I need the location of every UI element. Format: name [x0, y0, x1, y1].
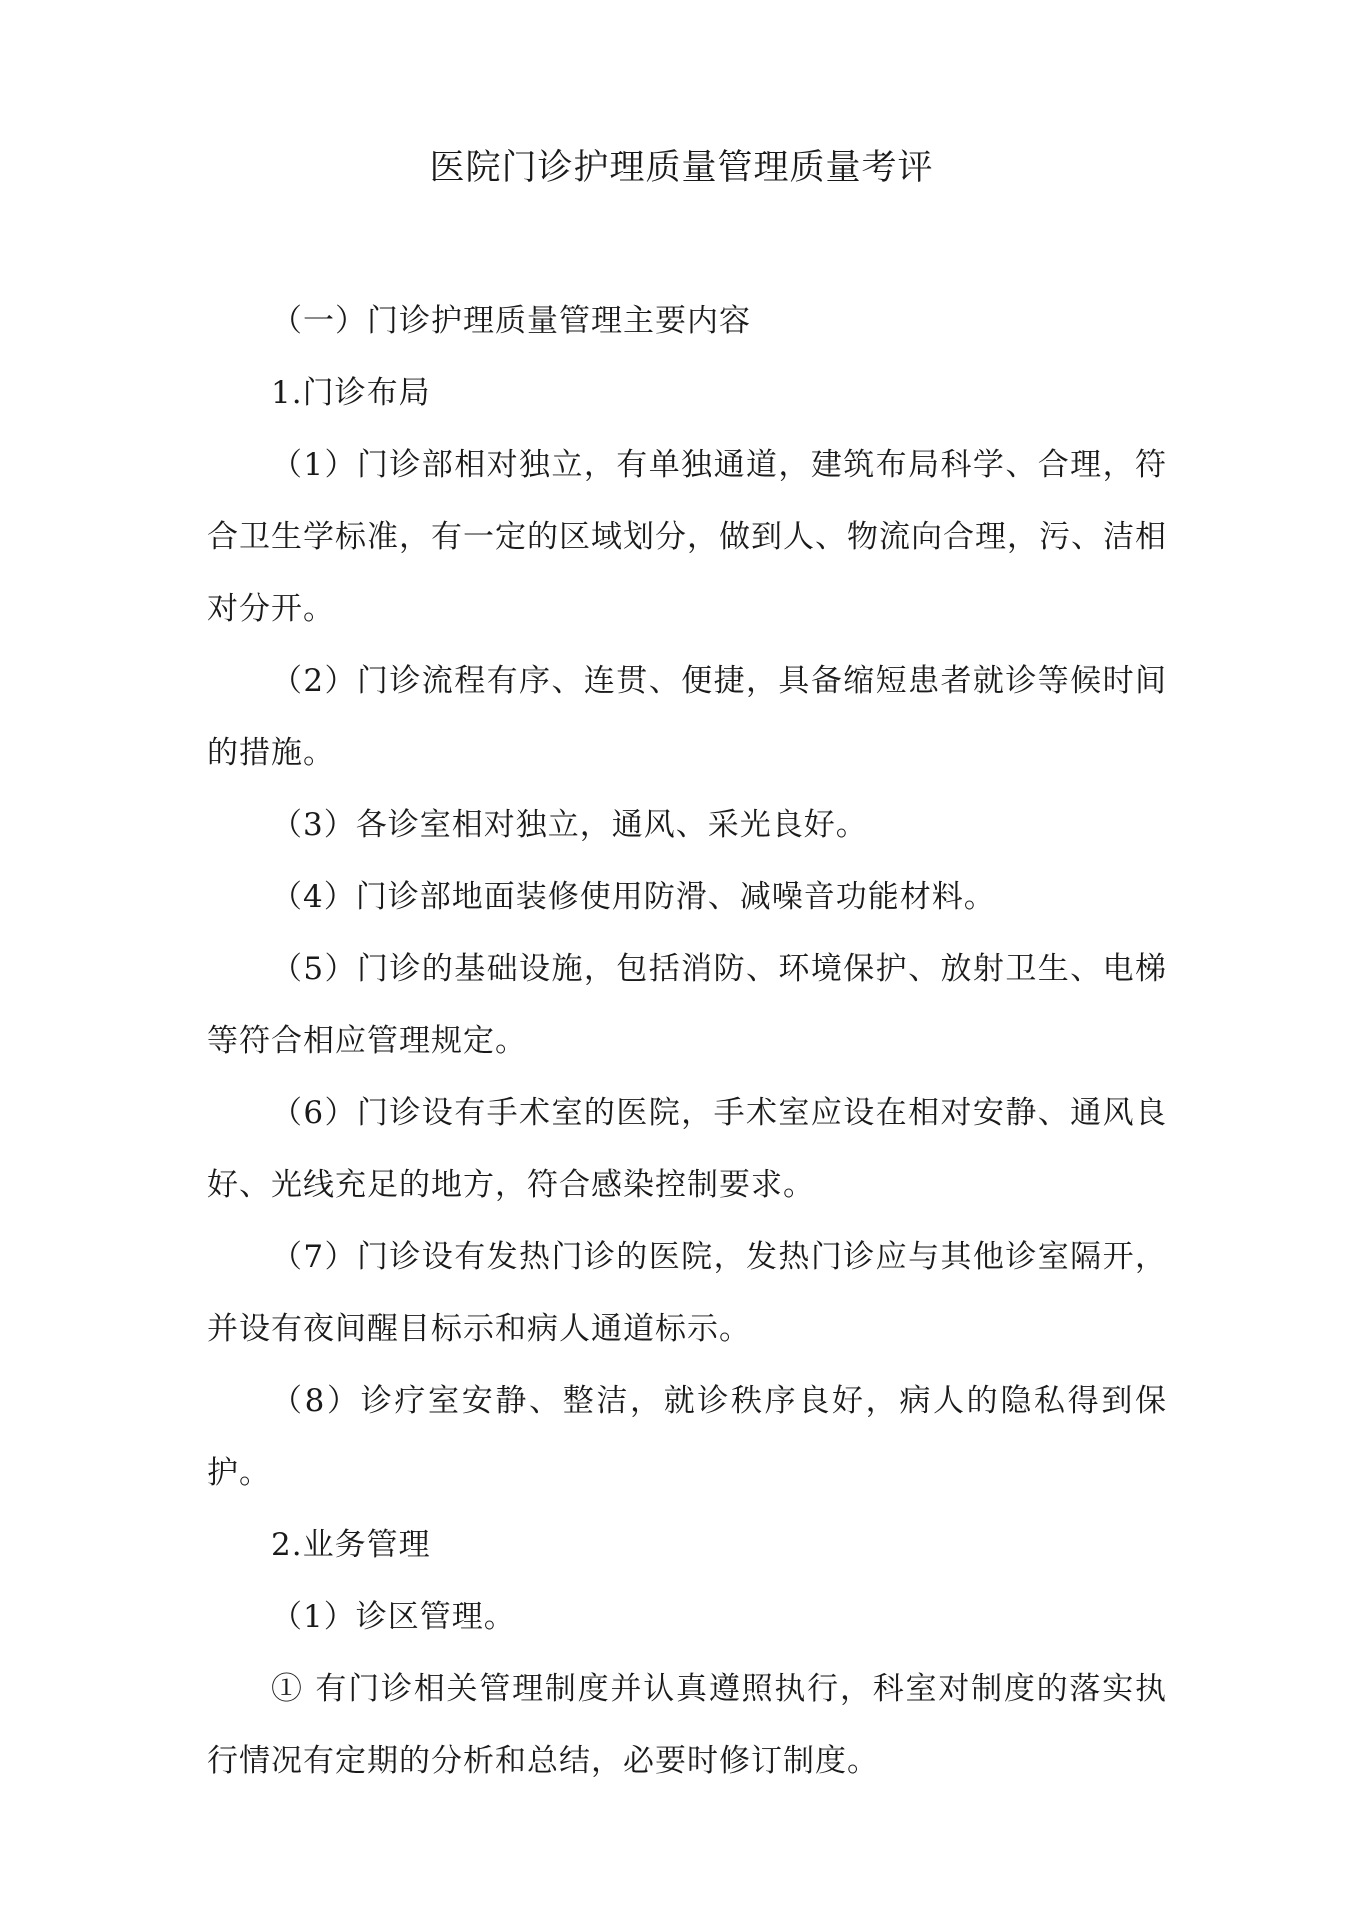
document-body: [207, 285, 1167, 1797]
paragraph: （6）门诊设有手术室的医院，手术室应设在相对安静、通风良好、光线充足的地方，符合感染控制要求。: [207, 1095, 1167, 1203]
paragraph: （2）门诊流程有序、连贯、便捷，具备缩短患者就诊等候时间的措施。: [207, 663, 1167, 771]
paragraph: ① 有门诊相关管理制度并认真遵照执行，科室对制度的落实执行情况有定期的分析和总结，必要时修订制度。: [207, 1671, 1167, 1779]
paragraph: （1）门诊部相对独立，有单独通道，建筑布局科学、合理，符合卫生学标准，有一定的区域划分，做到人、物流向合理，污、洁相对分开。: [207, 447, 1167, 627]
paragraph: （1）诊区管理。: [271, 1599, 516, 1635]
document-title: 医院门诊护理质量管理质量考评: [429, 148, 934, 188]
paragraph: （5）门诊的基础设施，包括消防、环境保护、放射卫生、电梯等符合相应管理规定。: [207, 951, 1167, 1059]
paragraph: （8）诊疗室安静、整洁，就诊秩序良好，病人的隐私得到保护。: [207, 1383, 1167, 1491]
paragraph: （4）门诊部地面装修使用防滑、减噪音功能材料。: [271, 879, 996, 915]
section-heading: （一）门诊护理质量管理主要内容: [271, 303, 751, 339]
subsection-heading: 2.业务管理: [271, 1527, 431, 1563]
paragraph: （7）门诊设有发热门诊的医院，发热门诊应与其他诊室隔开，并设有夜间醒目标示和病人通道标示。: [207, 1239, 1167, 1347]
subsection-heading: 1.门诊布局: [271, 375, 431, 411]
paragraph: （3）各诊室相对独立，通风、采光良好。: [271, 807, 868, 843]
